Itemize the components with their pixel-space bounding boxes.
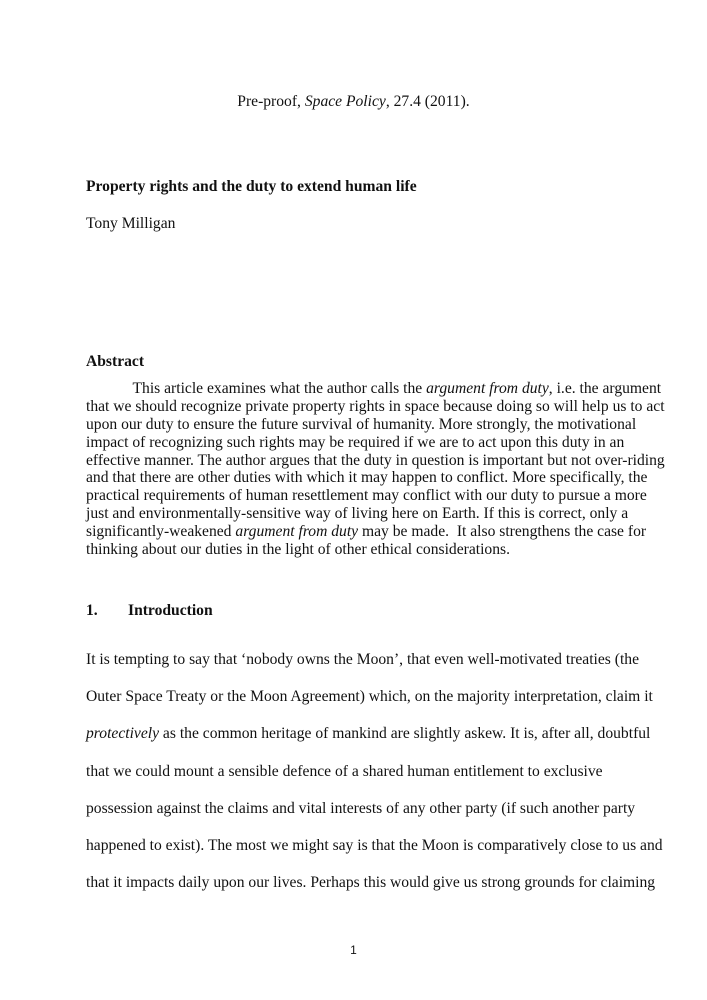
- body-line: [86, 836, 663, 874]
- abstract-line: [86, 469, 648, 487]
- page-number: 1: [350, 943, 357, 957]
- italic-text: protectively: [86, 725, 160, 743]
- text-run: , i.e. the argument: [548, 380, 662, 397]
- section-heading: Introduction: [128, 602, 213, 619]
- body-line: [86, 651, 640, 688]
- abstract-line: [86, 434, 626, 452]
- abstract-line: [86, 487, 647, 505]
- text-run: that we should recognize private property rights in space because doing so will help us to act: [86, 397, 665, 415]
- text-run: possession against the claims and vital interests of any other party (if such another party: [86, 799, 636, 817]
- body-line: [86, 725, 651, 762]
- body-line: [86, 763, 626, 800]
- paper-title: Property rights and the duty to extend human life: [86, 178, 417, 195]
- abstract-line: [86, 505, 629, 523]
- text-run: Outer Space Treaty or the Moon Agreement) which, on the majority interpretation, claim it: [86, 688, 653, 706]
- italic-text: argument from duty: [235, 523, 359, 541]
- text-run: effective manner. The author argues that the duty in question is important but not over-riding: [86, 451, 665, 469]
- abstract-line: [86, 380, 662, 398]
- text-run: may be made. It also strengthens the case for: [358, 523, 647, 541]
- text-run: thinking about our duties in the light of other ethical considerations.: [86, 541, 510, 559]
- text-run: significantly-weakened: [86, 523, 236, 541]
- text-run: upon our duty to ensure the future survival of humanity. More strongly, the motivational: [86, 415, 637, 433]
- text-run: impact of recognizing such rights may be required if we are to act upon this duty in an: [86, 433, 625, 451]
- body-text: [86, 651, 663, 911]
- text-run: just and environmentally-sensitive way of living here on Earth. If this is correct, only a: [86, 505, 629, 523]
- author-name: Tony Milligan: [86, 215, 176, 232]
- body-line: [86, 799, 636, 837]
- text-run: practical requirements of human resettlement may conflict with our duty to pursue a more: [86, 487, 647, 505]
- text-run: as the common heritage of mankind are slightly askew. It is, after all, doubtful: [159, 725, 651, 743]
- text-run: happened to exist). The most we might say is that the Moon is comparatively close to us and: [86, 836, 663, 854]
- italic-text: argument from duty: [426, 380, 549, 397]
- citation-prefix: Pre-proof,: [237, 93, 305, 110]
- abstract-heading: Abstract: [86, 353, 145, 370]
- section-number: 1.: [86, 602, 98, 619]
- text-run: and that there are other duties with which it may happen to conflict. More specifically, the: [86, 469, 648, 487]
- body-line: [86, 688, 653, 725]
- citation-header: [0, 93, 707, 111]
- abstract-line: [86, 415, 637, 434]
- journal-name: Space Policy: [304, 93, 386, 110]
- abstract-text: [86, 380, 665, 559]
- abstract-line: [86, 451, 665, 470]
- body-line: [86, 874, 656, 911]
- text-run: This article examines what the author calls the: [86, 380, 427, 397]
- text-run: that it impacts daily upon our lives. Perhaps this would give us strong grounds for claiming: [86, 874, 656, 892]
- text-run: It is tempting to say that ‘nobody owns the Moon’, that even well-motivated treaties (the: [86, 651, 640, 668]
- text-run: that we could mount a sensible defence of a shared human entitlement to exclusive: [86, 762, 603, 780]
- citation-suffix: , 27.4 (2011).: [385, 93, 470, 110]
- abstract-line: [86, 523, 647, 541]
- abstract-line: [86, 541, 626, 559]
- abstract-line: [86, 397, 665, 416]
